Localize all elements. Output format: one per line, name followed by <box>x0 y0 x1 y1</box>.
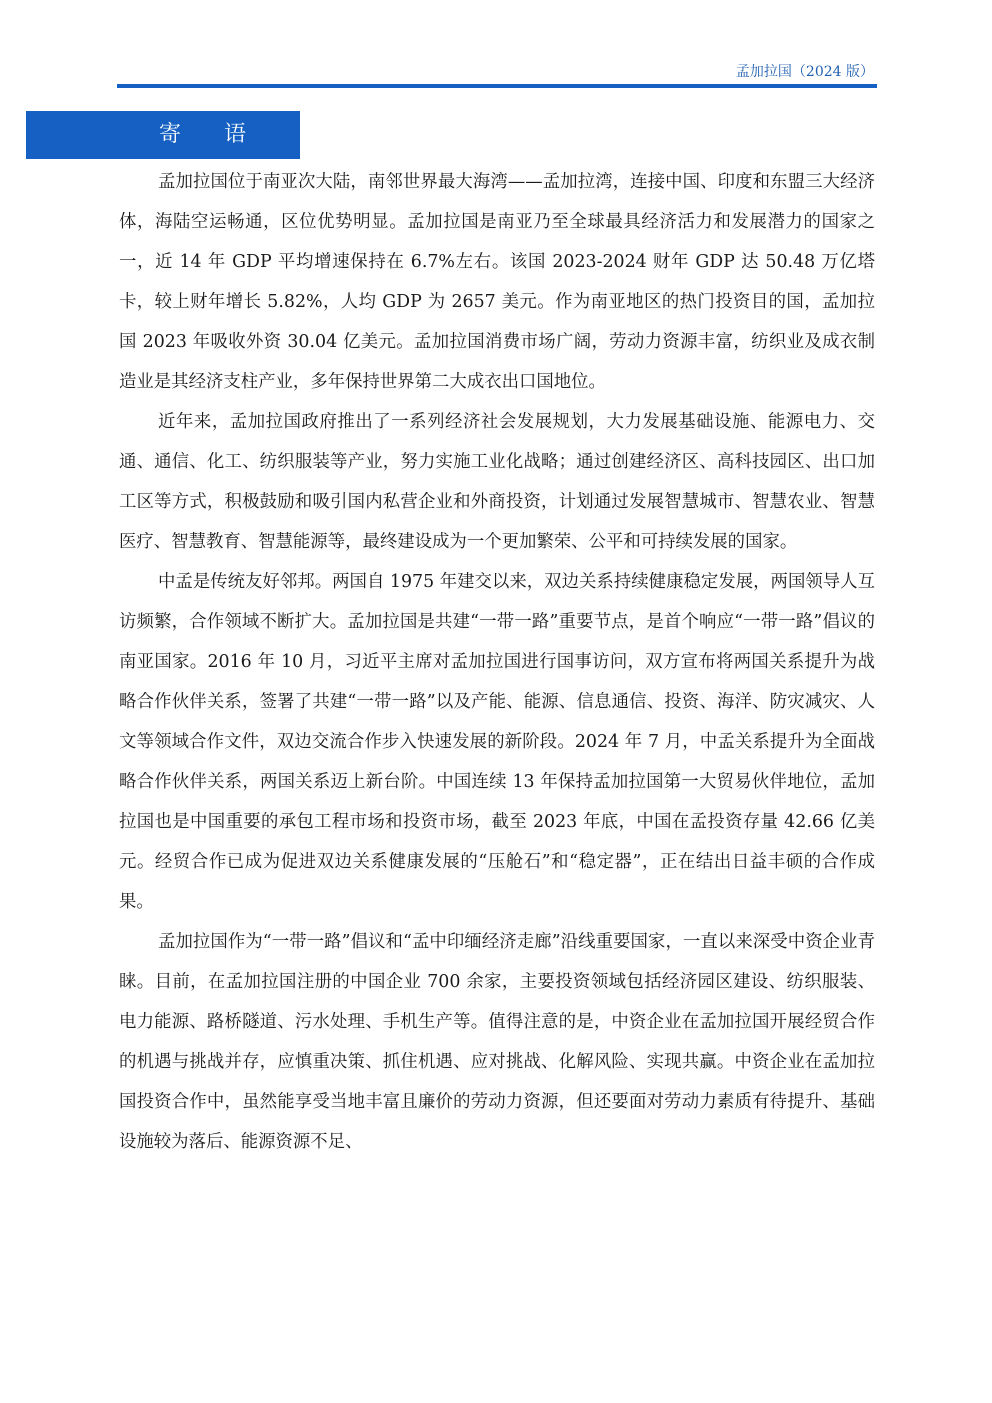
paragraph: 孟加拉国位于南亚次大陆，南邻世界最大海湾——孟加拉湾，连接中国、印度和东盟三大经济体，海陆空运畅通，区位优势明显。孟加拉国是南亚乃至全球最具经济活力和发展潜力的国家之一，近 14 年 GDP 平均增速保持在 6.7%左右。该国 2023-2024 财年 GDP 达 50.48 万亿塔卡，较上财年增长 5.82%，人均 GDP 为 2657 美元。作为南亚地区的热门投资目的国，孟加拉国 2023 年吸收外资 30.04 亿美元。孟加拉国消费市场广阔，劳动力资源丰富，纺织业及成衣制造业是其经济支柱产业，多年保持世界第二大成衣出口国地位。 <box>119 172 875 392</box>
document-header-label: 孟加拉国（2024 版） <box>735 64 874 80</box>
paragraph: 近年来，孟加拉国政府推出了一系列经济社会发展规划，大力发展基础设施、能源电力、交通、通信、化工、纺织服装等产业，努力实施工业化战略；通过创建经济区、高科技园区、出口加工区等方式，积极鼓励和吸引国内私营企业和外商投资，计划通过发展智慧城市、智慧农业、智慧医疗、智慧教育、智慧能源等，最终建设成为一个更加繁荣、公平和可持续发展的国家。 <box>119 412 875 552</box>
header-divider <box>117 84 877 88</box>
paragraph: 孟加拉国作为“一带一路”倡议和“孟中印缅经济走廊”沿线重要国家，一直以来深受中资企业青睐。目前，在孟加拉国注册的中国企业 700 余家，主要投资领域包括经济园区建设、纺织服装、电力能源、路桥隧道、污水处理、手机生产等。值得注意的是，中资企业在孟加拉国开展经贸合作的机遇与挑战并存，应慎重决策、抓住机遇、应对挑战、化解风险、实现共赢。中资企业在孟加拉国投资合作中，虽然能享受当地丰富且廉价的劳动力资源，但还要面对劳动力素质有待提升、基础设施较为落后、能源资源不足、 <box>119 932 875 1152</box>
body-text <box>119 162 875 1162</box>
paragraph: 中孟是传统友好邻邦。两国自 1975 年建交以来，双边关系持续健康稳定发展，两国领导人互访频繁，合作领域不断扩大。孟加拉国是共建“一带一路”重要节点，是首个响应“一带一路”倡议的南亚国家。2016 年 10 月，习近平主席对孟加拉国进行国事访问，双方宣布将两国关系提升为战略合作伙伴关系，签署了共建“一带一路”以及产能、能源、信息通信、投资、海洋、防灾减灾、人文等领域合作文件，双边交流合作步入快速发展的新阶段。2024 年 7 月，中孟关系提升为全面战略合作伙伴关系，两国关系迈上新台阶。中国连续 13 年保持孟加拉国第一大贸易伙伴地位，孟加拉国也是中国重要的承包工程市场和投资市场，截至 2023 年底，中国在孟投资存量 42.66 亿美元。经贸合作已成为促进双边关系健康发展的“压舱石”和“稳定器”，正在结出日益丰硕的合作成果。 <box>119 572 875 912</box>
section-title: 寄 语 <box>159 122 264 147</box>
